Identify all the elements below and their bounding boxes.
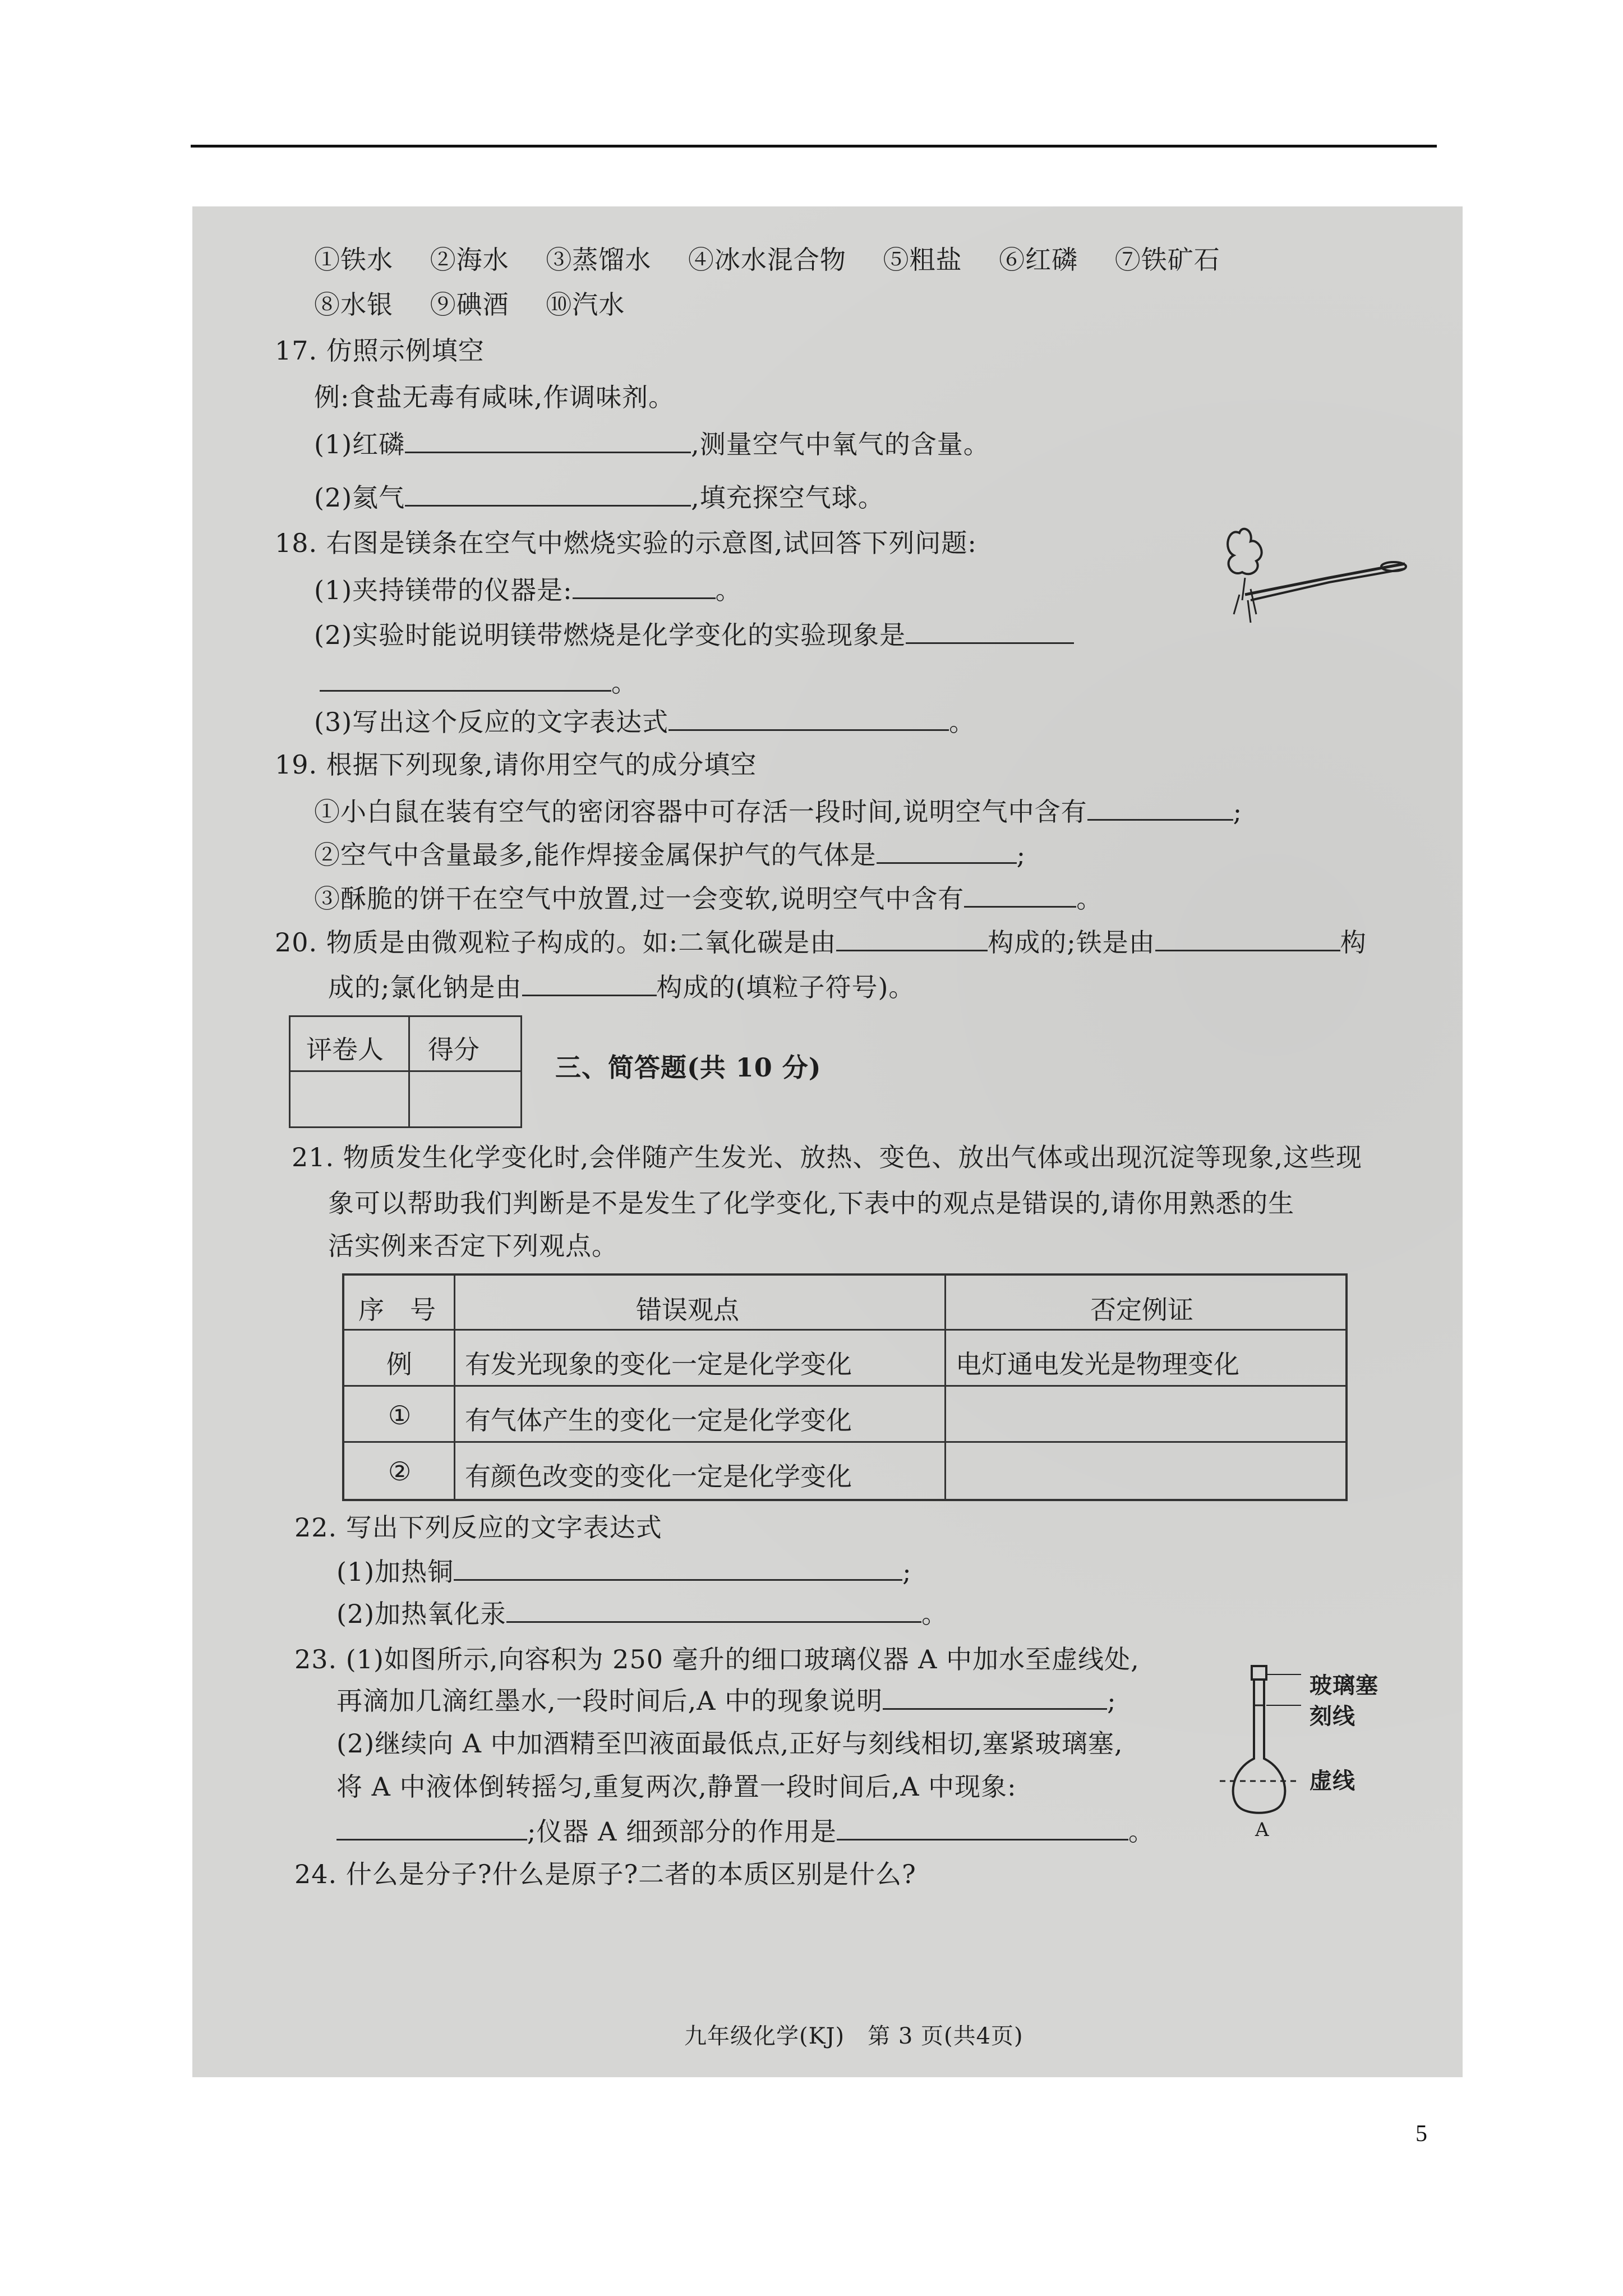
q17-example: 例:食盐无毒有咸味,作调味剂。	[314, 382, 675, 412]
q20-line1: 20. 物质是由微观粒子构成的。如:二氧化碳是由 构成的;铁是由 构	[275, 927, 1367, 958]
flask-label-name: A	[1255, 1819, 1270, 1841]
grading-box	[289, 1015, 522, 1128]
table-cell: 有发光现象的变化一定是化学变化	[465, 1349, 852, 1379]
item: ⑩汽水	[546, 289, 625, 320]
item: ⑧水银	[314, 289, 393, 320]
q16-line2	[314, 289, 625, 320]
q19-title: 19. 根据下列现象,请你用空气的成分填空	[275, 749, 757, 780]
grader-label: 评卷人	[306, 1034, 384, 1065]
q18-part2: (2)实验时能说明镁带燃烧是化学变化的实验现象是	[314, 620, 1074, 648]
q23-line2: 再滴加几滴红墨水,一段时间后,A 中的现象说明 ;	[336, 1686, 1117, 1716]
table-cell: ②	[388, 1456, 412, 1487]
answer-blank[interactable]	[837, 1816, 1128, 1841]
q23-line3: (2)继续向 A 中加酒精至凹液面最低点,正好与刻线相切,塞紧玻璃塞,	[336, 1728, 1123, 1759]
item: ⑨碘酒	[430, 289, 509, 320]
item: ⑤粗盐	[883, 245, 962, 275]
table-header: 序 号	[358, 1295, 436, 1325]
q23-line5: ;仪器 A 细颈部分的作用是 。	[336, 1816, 1155, 1844]
flask-label-mark: 刻线	[1310, 1703, 1355, 1729]
page-footer: 九年级化学(KJ) 第 3 页(共4页)	[684, 2023, 1023, 2049]
q24-text: 24. 什么是分子?什么是原子?二者的本质区别是什么?	[294, 1859, 916, 1889]
answer-blank[interactable]	[906, 620, 1074, 644]
answer-blank[interactable]	[405, 429, 691, 453]
q22-part2: (2)加热氧化汞 。	[336, 1599, 948, 1629]
answer-blank[interactable]	[1155, 927, 1340, 951]
answer-blank[interactable]	[405, 482, 691, 507]
q18-part2-cont: 。	[320, 668, 638, 696]
table-cell: ①	[388, 1400, 412, 1430]
table-header: 否定例证	[1090, 1295, 1193, 1325]
q22-part1: (1)加热铜 ;	[336, 1557, 912, 1587]
q17-title: 17. 仿照示例填空	[275, 335, 485, 366]
q17-part1: (1)红磷 ,测量空气中氧气的含量。	[314, 429, 990, 459]
answer-blank[interactable]	[320, 668, 611, 692]
header-rule	[191, 145, 1437, 148]
answer-blank[interactable]	[522, 972, 657, 996]
q19-item3: ③酥脆的饼干在空气中放置,过一会变软,说明空气中含有 。	[314, 884, 1103, 914]
item: ⑦铁矿石	[1114, 245, 1220, 275]
item: ⑥红磷	[999, 245, 1078, 275]
q19-item2: ②空气中含量最多,能作焊接金属保护气的气体是 ;	[314, 840, 1026, 870]
item: ②海水	[430, 245, 509, 275]
q18-title: 18. 右图是镁条在空气中燃烧实验的示意图,试回答下列问题:	[275, 528, 977, 558]
q21-line1: 21. 物质发生化学变化时,会伴随产生发光、放热、变色、放出气体或出现沉淀等现象,这些现	[292, 1142, 1363, 1172]
table-cell: 例	[386, 1349, 412, 1379]
q23-line1: 23. (1)如图所示,向容积为 250 毫升的细口玻璃仪器 A 中加水至虚线处,	[294, 1644, 1140, 1674]
table-cell: 有颜色改变的变化一定是化学变化	[465, 1461, 852, 1492]
answer-blank[interactable]	[877, 840, 1017, 864]
q19-item1: ①小白鼠在装有空气的密闭容器中可存活一段时间,说明空气中含有 ;	[314, 797, 1243, 827]
answer-blank[interactable]	[883, 1686, 1107, 1710]
answer-blank[interactable]	[506, 1599, 921, 1623]
item: ③蒸馏水	[546, 245, 652, 275]
item: ④冰水混合物	[688, 245, 846, 275]
q23-line4: 将 A 中液体倒转摇匀,重复两次,静置一段时间后,A 中现象:	[336, 1772, 1017, 1802]
q21-line2: 象可以帮助我们判断是不是发生了化学变化,下表中的观点是错误的,请你用熟悉的生	[328, 1188, 1295, 1218]
answer-blank[interactable]	[1087, 797, 1233, 821]
q22-title: 22. 写出下列反应的文字表达式	[294, 1512, 662, 1543]
section-title: 三、简答题(共 10 分)	[555, 1052, 822, 1083]
q18-part1: (1)夹持镁带的仪器是: 。	[314, 575, 742, 605]
flask-label-dashed: 虚线	[1310, 1768, 1355, 1794]
answer-blank[interactable]	[836, 927, 988, 951]
q17-part2: (2)氦气 ,填充探空气球。	[314, 482, 884, 513]
q21-table	[342, 1273, 1348, 1501]
answer-blank[interactable]	[964, 884, 1076, 908]
q18-part3: (3)写出这个反应的文字表达式 。	[314, 707, 976, 737]
magnesium-burning-figure	[1189, 516, 1408, 639]
table-header: 错误观点	[636, 1295, 739, 1325]
q16-line1	[314, 247, 1220, 273]
q20-line2: 成的;氯化钠是由 构成的(填粒子符号)。	[328, 972, 915, 1002]
score-label: 得分	[428, 1034, 479, 1065]
item: ①铁水	[314, 245, 393, 275]
flask-label-stopper: 玻璃塞	[1310, 1672, 1378, 1699]
answer-blank[interactable]	[336, 1816, 527, 1841]
page-number: 5	[1415, 2121, 1427, 2147]
answer-blank[interactable]	[573, 575, 716, 599]
q21-line3: 活实例来否定下列观点。	[328, 1231, 618, 1261]
answer-blank[interactable]	[668, 707, 949, 731]
table-cell: 电灯通电发光是物理变化	[956, 1349, 1239, 1379]
answer-blank[interactable]	[454, 1557, 902, 1581]
table-cell: 有气体产生的变化一定是化学变化	[465, 1405, 852, 1435]
